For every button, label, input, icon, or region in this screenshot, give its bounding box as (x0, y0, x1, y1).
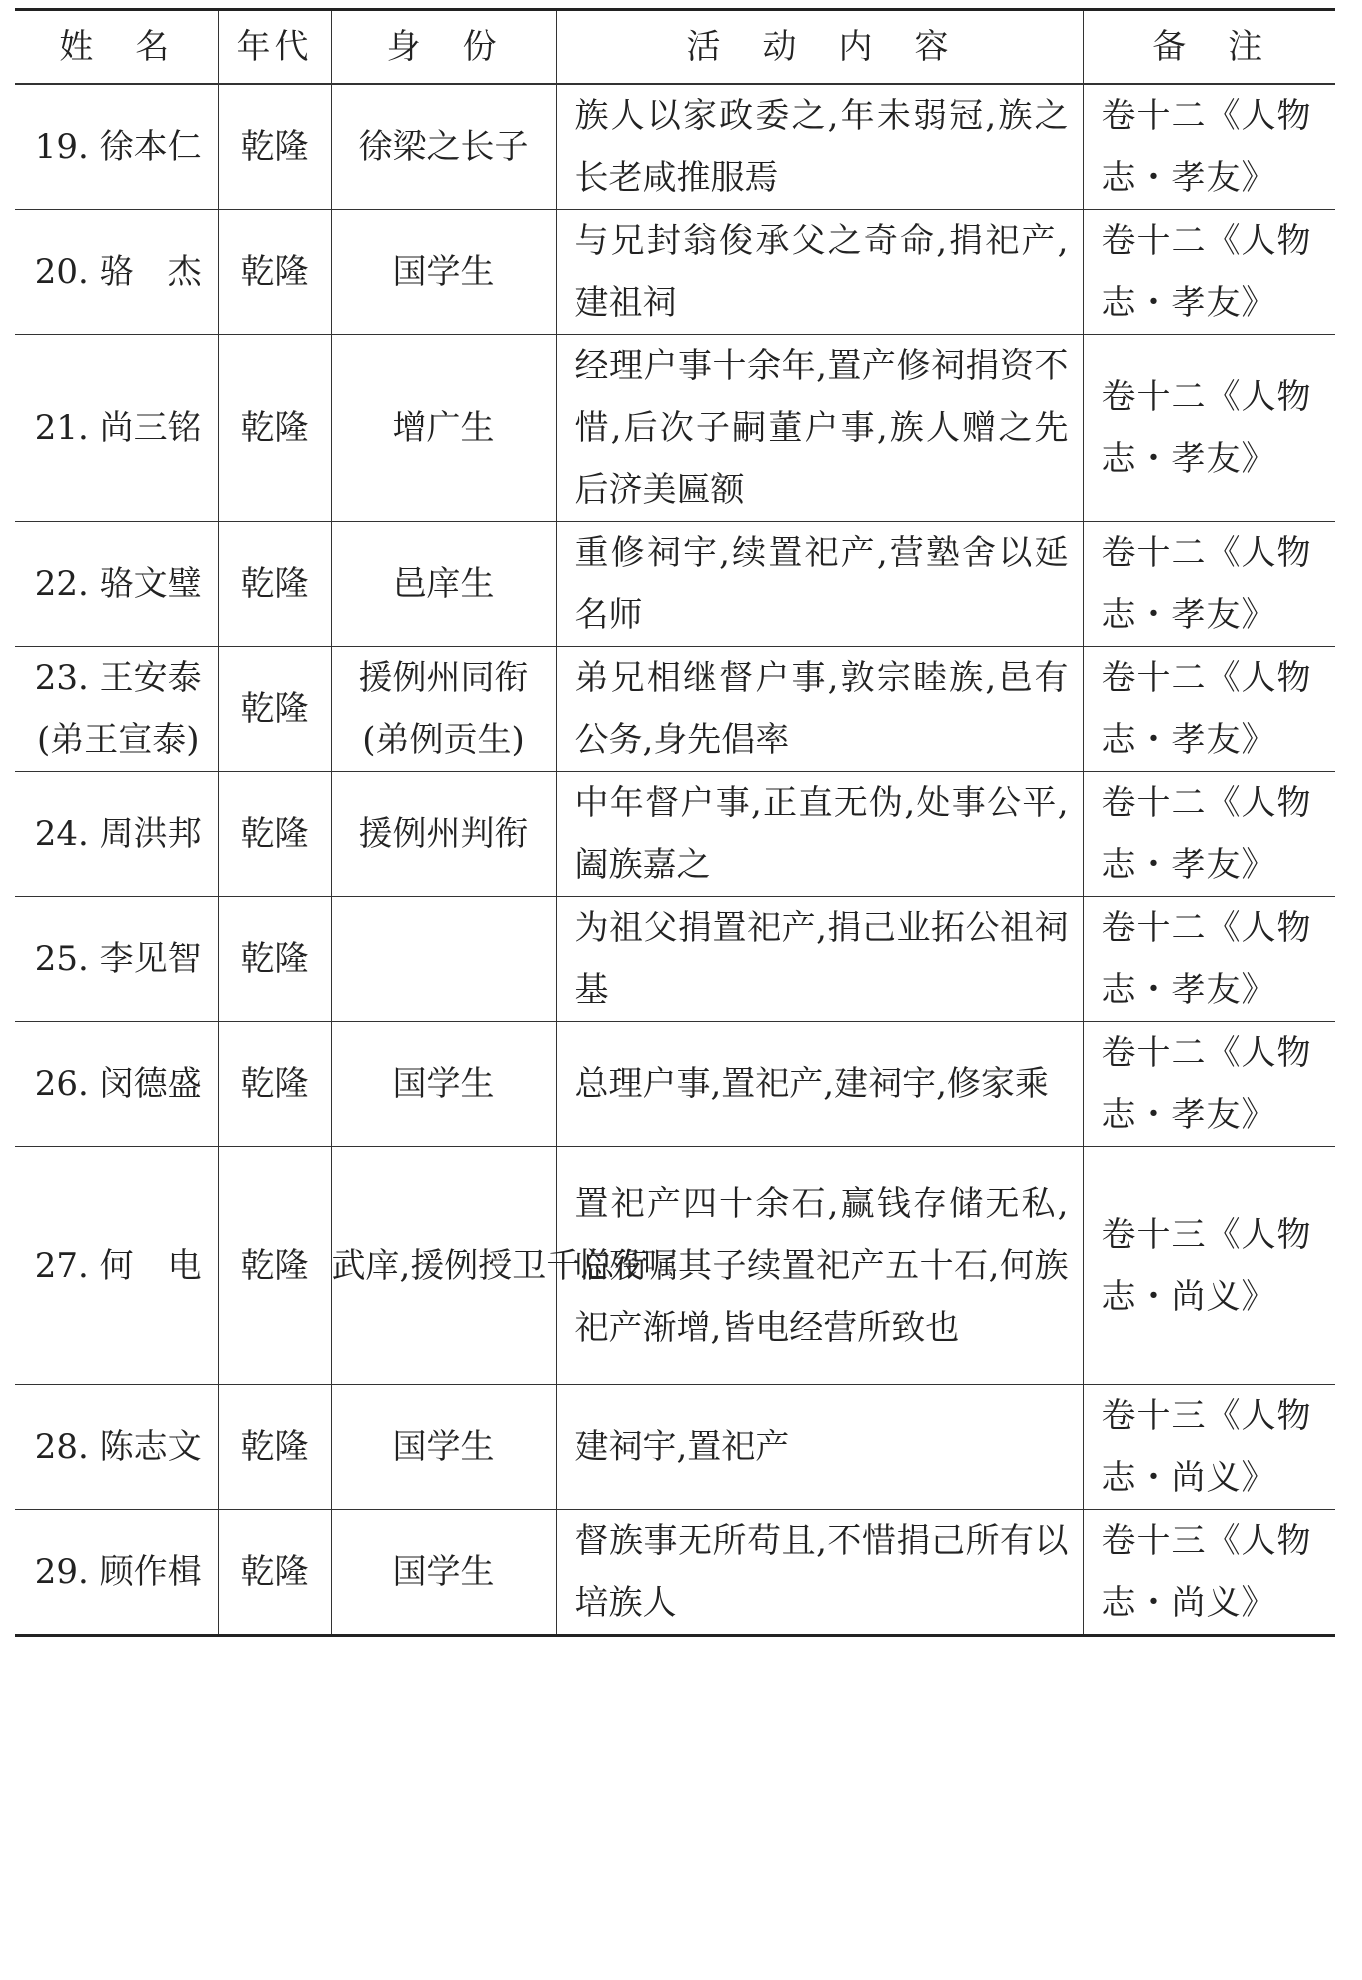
table-row (15, 1147, 1335, 1385)
cell-identity (331, 897, 556, 1022)
cell-identity: 增广生 (331, 335, 556, 522)
cell-note: 卷十二《人物志・孝友》 (1083, 84, 1335, 210)
table-row (15, 897, 1335, 1022)
cell-name: 25. 李见智 (15, 897, 218, 1022)
cell-identity: 国学生 (331, 1510, 556, 1636)
cell-era: 乾隆 (218, 210, 331, 335)
table-row (15, 1385, 1335, 1510)
table-row (15, 772, 1335, 897)
header-activity: 活 动 内 容 (556, 10, 1083, 85)
cell-identity: 国学生 (331, 1022, 556, 1147)
header-note: 备 注 (1083, 10, 1335, 85)
record-table-container (15, 8, 1335, 1637)
cell-era: 乾隆 (218, 772, 331, 897)
cell-note: 卷十二《人物志・孝友》 (1083, 522, 1335, 647)
cell-name: 19. 徐本仁 (15, 84, 218, 210)
cell-identity: 国学生 (331, 210, 556, 335)
cell-era: 乾隆 (218, 897, 331, 1022)
cell-activity: 经理户事十余年,置产修祠捐资不惜,后次子嗣董户事,族人赠之先后济美匾额 (556, 335, 1083, 522)
cell-identity: 武庠,援例授卫千总衔 (331, 1147, 556, 1385)
cell-era: 乾隆 (218, 1022, 331, 1147)
cell-note: 卷十二《人物志・孝友》 (1083, 210, 1335, 335)
cell-note: 卷十二《人物志・孝友》 (1083, 1022, 1335, 1147)
table-row (15, 647, 1335, 772)
record-table (15, 8, 1335, 1637)
cell-activity: 中年督户事,正直无伪,处事公平,阖族嘉之 (556, 772, 1083, 897)
cell-era: 乾隆 (218, 84, 331, 210)
cell-note: 卷十三《人物志・尚义》 (1083, 1510, 1335, 1636)
cell-name: 22. 骆文璧 (15, 522, 218, 647)
cell-activity: 族人以家政委之,年未弱冠,族之长老咸推服焉 (556, 84, 1083, 210)
cell-activity: 重修祠宇,续置祀产,营塾舍以延名师 (556, 522, 1083, 647)
cell-era: 乾隆 (218, 1147, 331, 1385)
header-name: 姓 名 (15, 10, 218, 85)
cell-name: 21. 尚三铭 (15, 335, 218, 522)
cell-activity: 弟兄相继督户事,敦宗睦族,邑有公务,身先倡率 (556, 647, 1083, 772)
cell-name: 29. 顾作楫 (15, 1510, 218, 1636)
table-row (15, 1022, 1335, 1147)
cell-era: 乾隆 (218, 335, 331, 522)
cell-name: 24. 周洪邦 (15, 772, 218, 897)
cell-activity: 总理户事,置祀产,建祠宇,修家乘 (556, 1022, 1083, 1147)
cell-activity: 为祖父捐置祀产,捐己业拓公祖祠基 (556, 897, 1083, 1022)
cell-era: 乾隆 (218, 1510, 331, 1636)
cell-activity: 置祀产四十余石,赢钱存储无私,临殁嘱其子续置祀产五十石,何族祀产渐增,皆电经营所致也 (556, 1147, 1083, 1385)
table-row (15, 84, 1335, 210)
header-row (15, 10, 1335, 85)
cell-name: 27. 何 电 (15, 1147, 218, 1385)
cell-activity: 与兄封翁俊承父之奇命,捐祀产,建祖祠 (556, 210, 1083, 335)
table-row (15, 210, 1335, 335)
cell-identity: 援例州判衔 (331, 772, 556, 897)
cell-note: 卷十二《人物志・孝友》 (1083, 335, 1335, 522)
cell-note: 卷十二《人物志・孝友》 (1083, 647, 1335, 772)
table-body (15, 84, 1335, 1636)
cell-note: 卷十三《人物志・尚义》 (1083, 1385, 1335, 1510)
cell-identity: 援例州同衔 (弟例贡生) (331, 647, 556, 772)
cell-name: 20. 骆 杰 (15, 210, 218, 335)
header-era: 年代 (218, 10, 331, 85)
cell-era: 乾隆 (218, 522, 331, 647)
cell-era: 乾隆 (218, 647, 331, 772)
cell-note: 卷十三《人物志・尚义》 (1083, 1147, 1335, 1385)
cell-identity: 徐梁之长子 (331, 84, 556, 210)
cell-activity: 建祠宇,置祀产 (556, 1385, 1083, 1510)
cell-identity: 国学生 (331, 1385, 556, 1510)
cell-era: 乾隆 (218, 1385, 331, 1510)
header-identity: 身 份 (331, 10, 556, 85)
cell-name: 28. 陈志文 (15, 1385, 218, 1510)
cell-note: 卷十二《人物志・孝友》 (1083, 772, 1335, 897)
cell-name: 26. 闵德盛 (15, 1022, 218, 1147)
cell-note: 卷十二《人物志・孝友》 (1083, 897, 1335, 1022)
table-row (15, 335, 1335, 522)
cell-identity: 邑庠生 (331, 522, 556, 647)
cell-name: 23. 王安泰 (弟王宣泰) (15, 647, 218, 772)
cell-activity: 督族事无所苟且,不惜捐己所有以培族人 (556, 1510, 1083, 1636)
table-row (15, 1510, 1335, 1636)
table-row (15, 522, 1335, 647)
